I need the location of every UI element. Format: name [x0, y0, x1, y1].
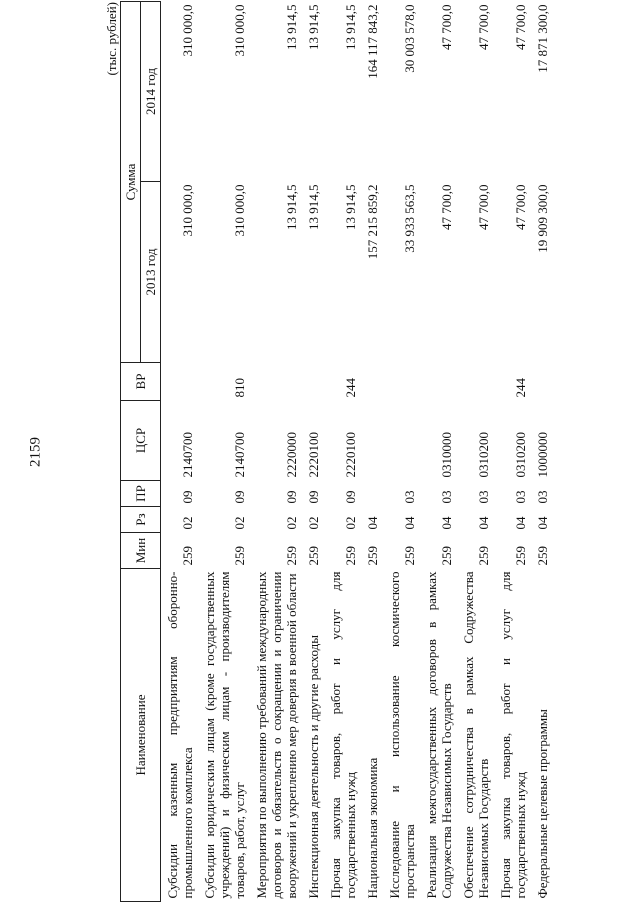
cell-vr — [250, 363, 302, 401]
cell-pr: 03 — [513, 490, 528, 504]
cell-name: Национальная экономика — [365, 757, 380, 899]
cell-name: Мероприятия по выполнению требований международных договоров и обязательств о сокращении и ограничении вооружений и укреплению мер доверия в военной области — [254, 571, 299, 899]
header-2013: 2013 год — [141, 182, 161, 363]
cell-vr — [383, 363, 420, 401]
cell-vr — [361, 363, 383, 401]
cell-y2013: 157 215 859,2 — [365, 184, 380, 260]
cell-y2014: 47 700,0 — [476, 4, 491, 50]
cell-pr: 09 — [232, 490, 247, 504]
cell-y2014: 310 000,0 — [180, 4, 195, 57]
cell-vr: 244 — [343, 378, 358, 398]
cell-pr: 09 — [284, 490, 299, 504]
cell-name: Прочая закупка товаров, работ и услуг для государственных нужд — [328, 571, 358, 899]
cell-csr: 2140700 — [180, 432, 195, 478]
cell-rz: 04 — [439, 516, 454, 530]
cell-rz: 04 — [535, 516, 550, 530]
cell-vr — [302, 363, 324, 401]
header-sum: Сумма — [121, 2, 141, 363]
cell-y2014: 164 117 843,2 — [365, 4, 380, 79]
cell-y2014: 47 700,0 — [513, 4, 528, 50]
cell-rz: 02 — [232, 516, 247, 530]
page-number: 2159 — [27, 437, 44, 467]
cell-y2013: 310 000,0 — [180, 184, 195, 237]
cell-pr: 03 — [439, 490, 454, 504]
cell-min: 259 — [180, 546, 195, 566]
budget-table — [120, 1, 553, 902]
cell-y2013: 47 700,0 — [439, 184, 454, 230]
cell-rz: 04 — [365, 516, 380, 530]
cell-rz: 02 — [306, 516, 321, 530]
cell-y2014: 13 914,5 — [343, 4, 358, 50]
units-note: (тыс. рублей) — [104, 2, 119, 76]
cell-pr: 09 — [306, 490, 321, 504]
table-row — [324, 2, 361, 902]
header-min: Мин — [121, 533, 161, 569]
header-pr: ПР — [121, 481, 161, 507]
cell-csr: 2140700 — [232, 432, 247, 478]
table-row — [457, 2, 494, 902]
cell-csr: 0310000 — [439, 432, 454, 478]
cell-csr: 2220100 — [306, 432, 321, 478]
cell-pr: 03 — [476, 490, 491, 504]
cell-y2013: 33 933 563,5 — [402, 184, 417, 253]
table-row — [250, 2, 302, 902]
cell-vr — [161, 363, 199, 401]
cell-min: 259 — [365, 546, 380, 566]
cell-pr: 09 — [343, 490, 358, 504]
cell-y2013: 47 700,0 — [476, 184, 491, 230]
cell-pr: 03 — [402, 490, 417, 504]
cell-rz: 04 — [402, 516, 417, 530]
cell-min: 259 — [284, 546, 299, 566]
cell-csr: 2220100 — [343, 432, 358, 478]
cell-rz: 04 — [476, 516, 491, 530]
cell-y2013: 13 914,5 — [343, 184, 358, 230]
cell-y2013: 13 914,5 — [306, 184, 321, 230]
cell-name: Федеральные целевые программы — [535, 709, 550, 899]
table-row — [494, 2, 531, 902]
cell-name: Обеспечение сотрудничества в рамках Содружества Независимых Государств — [461, 571, 491, 899]
cell-vr — [531, 363, 553, 401]
cell-min: 259 — [476, 546, 491, 566]
cell-y2014: 13 914,5 — [284, 4, 299, 50]
cell-pr — [361, 481, 383, 507]
header-vr: ВР — [121, 363, 161, 401]
cell-min: 259 — [232, 546, 247, 566]
cell-pr: 09 — [180, 490, 195, 504]
cell-min: 259 — [343, 546, 358, 566]
table-body — [161, 2, 554, 902]
cell-name: Инспекционная деятельность и другие расходы — [306, 635, 321, 899]
cell-min: 259 — [439, 546, 454, 566]
cell-rz: 02 — [180, 516, 195, 530]
cell-name: Прочая закупка товаров, работ и услуг для государственных нужд — [498, 571, 528, 899]
cell-y2014: 30 003 578,0 — [402, 4, 417, 73]
cell-min: 259 — [513, 546, 528, 566]
table-row — [383, 2, 420, 902]
cell-y2014: 13 914,5 — [306, 4, 321, 50]
cell-vr — [457, 363, 494, 401]
header-name: Наименование — [121, 569, 161, 902]
cell-csr — [361, 401, 383, 481]
cell-pr: 03 — [535, 490, 550, 504]
table-row — [302, 2, 324, 902]
cell-min: 259 — [535, 546, 550, 566]
table-row — [531, 2, 553, 902]
cell-min: 259 — [306, 546, 321, 566]
cell-y2013: 13 914,5 — [284, 184, 299, 230]
cell-vr: 810 — [232, 378, 247, 398]
cell-name: Исследование и использование космического пространства — [387, 571, 417, 899]
cell-vr: 244 — [513, 378, 528, 398]
cell-y2014: 17 871 300,0 — [535, 4, 550, 73]
cell-rz: 02 — [343, 516, 358, 530]
cell-csr: 1000000 — [535, 432, 550, 478]
header-csr: ЦСР — [121, 401, 161, 481]
rotated-page-content — [70, 2, 570, 902]
table-row — [161, 2, 199, 902]
table-row — [420, 2, 457, 902]
cell-rz: 04 — [513, 516, 528, 530]
cell-y2013: 47 700,0 — [513, 184, 528, 230]
cell-name: Субсидии юридическим лицам (кроме государственных учреждений) и физическим лицам - производителям товаров, работ, услуг — [202, 571, 247, 899]
header-rz: Рз — [121, 507, 161, 533]
cell-csr: 2220000 — [284, 432, 299, 478]
cell-y2014: 47 700,0 — [439, 4, 454, 50]
cell-y2013: 19 909 300,0 — [535, 184, 550, 253]
cell-name: Субсидии казенным предприятиям оборонно-промышленного комплекса — [165, 571, 195, 899]
cell-vr — [420, 363, 457, 401]
table-row — [361, 2, 383, 902]
cell-y2014: 310 000,0 — [232, 4, 247, 57]
cell-name: Реализация межгосударственных договоров в рамках Содружества Независимых Государств — [424, 571, 454, 899]
cell-min: 259 — [402, 546, 417, 566]
cell-csr — [383, 401, 420, 481]
table-row — [198, 2, 250, 902]
cell-rz: 02 — [284, 516, 299, 530]
cell-y2013: 310 000,0 — [232, 184, 247, 237]
cell-csr: 0310200 — [513, 432, 528, 478]
header-row — [121, 2, 141, 902]
header-2014: 2014 год — [141, 2, 161, 182]
cell-csr: 0310200 — [476, 432, 491, 478]
